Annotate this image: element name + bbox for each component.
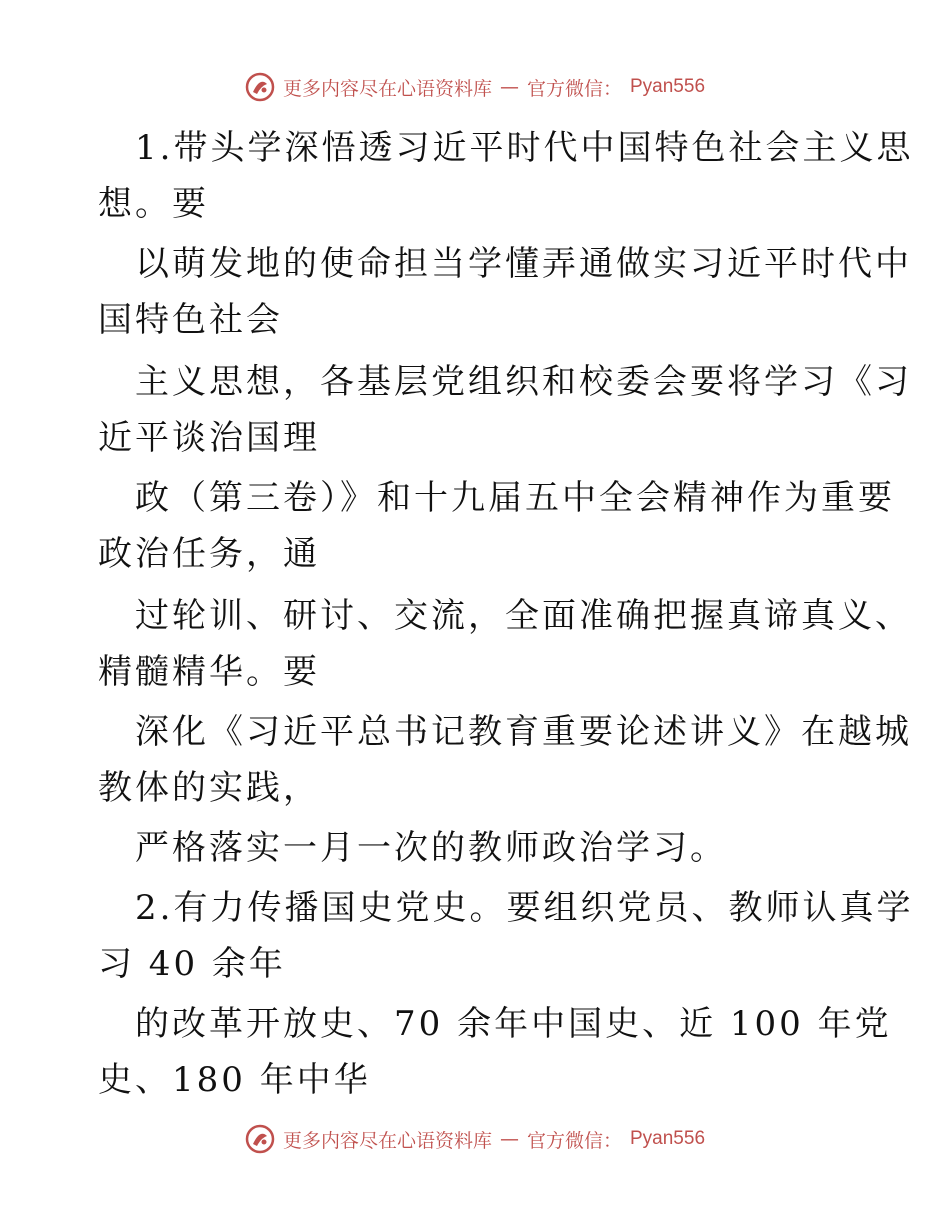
red-swirl-logo-icon [245,1124,275,1154]
watermark-main-text: 更多内容尽在心语资料库 [282,77,492,100]
text-line: 1.带头学深悟透习近平时代中国特色社会主义思 [135,128,914,168]
text-line: 2.有力传播国史党史。要组织党员、教师认真学 [135,888,914,928]
text-line: 精髓精华。要 [98,652,320,692]
watermark-wechat-label: 官方微信： [526,77,622,100]
text-line: 国特色社会 [98,300,283,340]
text-line: 想。要 [98,184,209,224]
text-line: 严格落实一月一次的教师政治学习。 [135,828,727,868]
footer-watermark [0,1124,950,1154]
text-line: 史、180 年中华 [98,1060,371,1100]
text-line: 过轮训、研讨、交流，全面准确把握真谛真义、 [135,596,912,636]
text-line: 以萌发地的使命担当学懂弄通做实习近平时代中 [135,244,912,284]
watermark-dash: — [499,76,519,98]
text-line: 主义思想，各基层党组织和校委会要将学习《习 [135,362,912,402]
watermark-wechat-label: 官方微信： [526,1129,622,1152]
header-watermark [0,72,950,102]
text-line: 教体的实践， [98,768,320,808]
text-line: 近平谈治国理 [98,418,320,458]
text-line: 深化《习近平总书记教育重要论述讲义》在越城 [135,712,912,752]
red-swirl-logo-icon [245,72,275,102]
watermark-wechat-id: Pyan556 [630,1128,706,1149]
watermark-main-text: 更多内容尽在心语资料库 [282,1129,492,1152]
watermark-dash: — [499,1128,519,1150]
text-line: 的改革开放史、70 余年中国史、近 100 年党 [135,1004,892,1044]
text-line: 政（第三卷）》和十九届五中全会精神作为重要 [135,478,895,518]
text-line: 习 40 余年 [98,944,286,984]
text-line: 政治任务，通 [98,534,320,574]
watermark-wechat-id: Pyan556 [630,76,706,97]
